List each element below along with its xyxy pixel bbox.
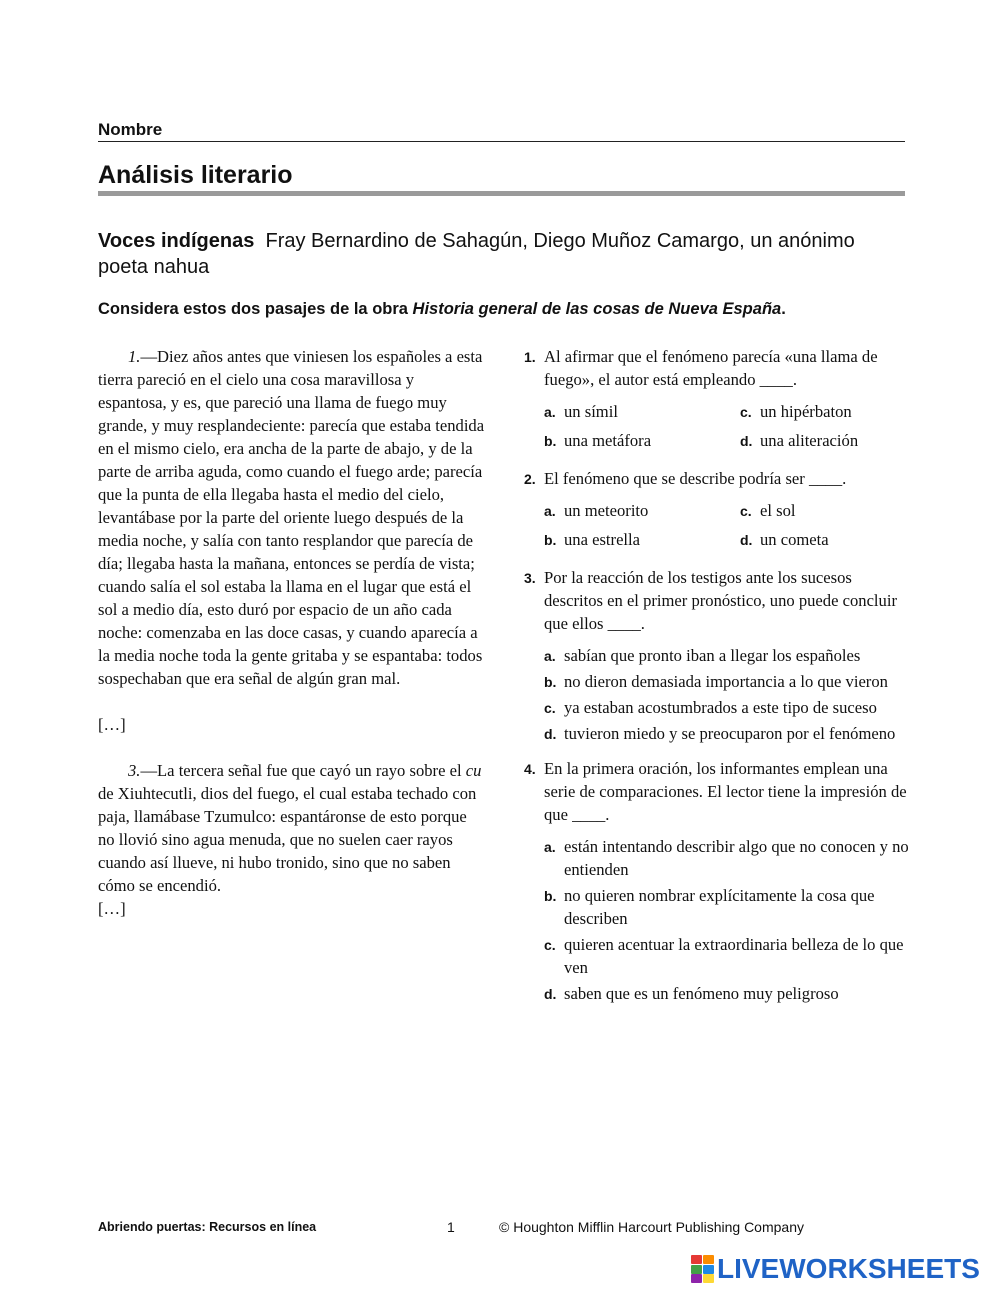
logo-block-4	[691, 1274, 702, 1283]
answer-option-c[interactable]	[544, 696, 914, 719]
answer-option-c[interactable]	[740, 499, 900, 522]
answer-options	[544, 644, 914, 745]
passage-text-3a: —La tercera señal fue que cayó un rayo sobre el	[140, 761, 466, 780]
answer-option-b[interactable]	[544, 670, 914, 693]
question-3	[524, 566, 914, 745]
answer-option-a[interactable]	[544, 400, 740, 423]
section-subtitle	[98, 228, 878, 280]
passage-ellipsis: […]	[98, 899, 126, 918]
option-letter: d.	[740, 433, 753, 449]
questions-column	[524, 345, 914, 1017]
answer-options	[544, 400, 914, 455]
subtitle-heading: Voces indígenas	[98, 230, 255, 252]
option-letter: b.	[544, 433, 557, 449]
name-line	[98, 141, 905, 142]
liveworksheets-logo-icon	[691, 1255, 713, 1283]
question-number: 2.	[524, 471, 536, 487]
title-divider	[98, 191, 905, 196]
option-letter: c.	[544, 937, 556, 953]
passage-number-3: 3.	[128, 761, 141, 780]
liveworksheets-logo[interactable]	[691, 1254, 980, 1284]
option-text: un cometa	[760, 530, 829, 549]
option-letter: d.	[740, 532, 753, 548]
option-letter: c.	[740, 503, 752, 519]
option-text: una metáfora	[564, 431, 652, 450]
passage-text-1: —Diez años antes que viniesen los españoles a esta tierra pareció en el cielo una cosa maravillosa y espantosa, y es, que pareció una llama de fuego muy grande, y muy resplandeciente: parecía que estaba tendida en el mismo cielo, era ancha de la parte de abajo, y de la parte de arriba aguda, como cuando el fuego arde; parecía que la punta de ella llegaba hasta el medio del cielo, levantábase por la parte del oriente luego después de la media noche, y salía con tanto resplandor que parecía de día; llegaba hasta la mañana, entonces se perdía de vista; cuando salía el sol estaba la llama en el lugar que está el sol a medio día, esto duró por espacio de un año cada noche: comenzaba en las doce casas, y cuando aparecía a la media noche toda la gente gritaba y se espantaba: todos sospechaban que era señal de algún gran mal.	[98, 347, 485, 688]
option-text: saben que es un fenómeno muy peligroso	[564, 984, 839, 1003]
footer-page-number: 1	[447, 1219, 455, 1235]
question-number: 4.	[524, 761, 536, 777]
logo-block-1	[703, 1255, 714, 1264]
option-text: tuvieron miedo y se preocuparon por el fenómeno	[564, 724, 896, 743]
question-4	[524, 757, 914, 1005]
footer-book-title: Abriendo puertas: Recursos en línea	[98, 1220, 317, 1234]
answer-options	[544, 835, 914, 1005]
option-letter: d.	[544, 986, 557, 1002]
answer-option-d[interactable]	[544, 982, 914, 1005]
logo-block-2	[691, 1265, 702, 1274]
subtitle-authors: Fray Bernardino de Sahagún, Diego Muñoz Camargo, un anónimo poeta nahua	[98, 230, 855, 278]
option-text: un meteorito	[564, 501, 649, 520]
instruction-work-title: Historia general de las cosas de Nueva España	[412, 300, 782, 318]
logo-block-3	[703, 1265, 714, 1274]
option-letter: d.	[544, 726, 557, 742]
instruction	[98, 300, 908, 319]
answer-option-b[interactable]	[544, 528, 740, 551]
passage-cu: cu	[465, 761, 482, 780]
option-text: una aliteración	[760, 431, 859, 450]
option-text: una estrella	[564, 530, 641, 549]
option-text: quieren acentuar la extraordinaria belleza de lo que ven	[564, 935, 904, 977]
option-text: ya estaban acostumbrados a este tipo de suceso	[564, 698, 877, 717]
logo-text: LIVEWORKSHEETS	[717, 1253, 980, 1284]
question-text: Por la reacción de los testigos ante los sucesos descritos en el primer pronóstico, uno puede concluir que ellos ____.	[544, 568, 897, 633]
question-text: El fenómeno que se describe podría ser ____.	[544, 469, 847, 488]
name-label: Nombre	[98, 120, 163, 139]
instruction-prefix: Considera estos dos pasajes de la obra	[98, 300, 413, 318]
option-text: sabían que pronto iban a llegar los españoles	[564, 646, 861, 665]
option-text: no quieren nombrar explícitamente la cosa que describen	[564, 886, 875, 928]
reading-passage	[98, 345, 486, 920]
answer-option-d[interactable]	[740, 429, 900, 452]
option-text: están intentando describir algo que no conocen y no entienden	[564, 837, 909, 879]
passage-number-1: 1.	[128, 347, 141, 366]
option-letter: a.	[544, 503, 556, 519]
answer-option-d[interactable]	[740, 528, 900, 551]
answer-option-c[interactable]	[740, 400, 900, 423]
question-text: En la primera oración, los informantes emplean una serie de comparaciones. El lector tiene la impresión de que ____.	[544, 759, 907, 824]
page-title: Análisis literario	[98, 161, 293, 189]
passage-paragraph-3	[98, 759, 486, 897]
question-2	[524, 467, 914, 554]
logo-block-0	[691, 1255, 702, 1264]
option-text: no dieron demasiada importancia a lo que vieron	[564, 672, 888, 691]
answer-option-d[interactable]	[544, 722, 914, 745]
option-letter: b.	[544, 674, 557, 690]
question-text: Al afirmar que el fenómeno parecía «una llama de fuego», el autor está empleando ____.	[544, 347, 878, 389]
answer-option-b[interactable]	[544, 429, 740, 452]
answer-option-c[interactable]	[544, 933, 914, 979]
question-number: 3.	[524, 570, 536, 586]
option-text: un símil	[564, 402, 618, 421]
option-letter: a.	[544, 648, 556, 664]
instruction-suffix: .	[781, 300, 786, 318]
footer-copyright: © Houghton Mifflin Harcourt Publishing Company	[499, 1219, 804, 1235]
question-1	[524, 345, 914, 455]
option-letter: b.	[544, 532, 557, 548]
answer-option-a[interactable]	[544, 499, 740, 522]
passage-paragraph-1	[98, 345, 486, 690]
logo-block-5	[703, 1274, 714, 1283]
passage-ellipsis: […]	[98, 715, 126, 734]
option-letter: c.	[544, 700, 556, 716]
answer-option-b[interactable]	[544, 884, 914, 930]
option-letter: b.	[544, 888, 557, 904]
option-letter: c.	[740, 404, 752, 420]
option-letter: a.	[544, 839, 556, 855]
answer-option-a[interactable]	[544, 644, 914, 667]
option-text: el sol	[760, 501, 796, 520]
option-text: un hipérbaton	[760, 402, 852, 421]
answer-option-a[interactable]	[544, 835, 914, 881]
answer-options	[544, 499, 914, 554]
option-letter: a.	[544, 404, 556, 420]
passage-text-3b: de Xiuhtecutli, dios del fuego, el cual estaba techado con paja, llamábase Tzumulco: espantáronse de esto porque no llovió sino agua menuda, que no suelen caer rayos cuando así llueve, ni hubo tronido, sino que no saben cómo se encendió.	[98, 784, 477, 895]
question-number: 1.	[524, 349, 536, 365]
